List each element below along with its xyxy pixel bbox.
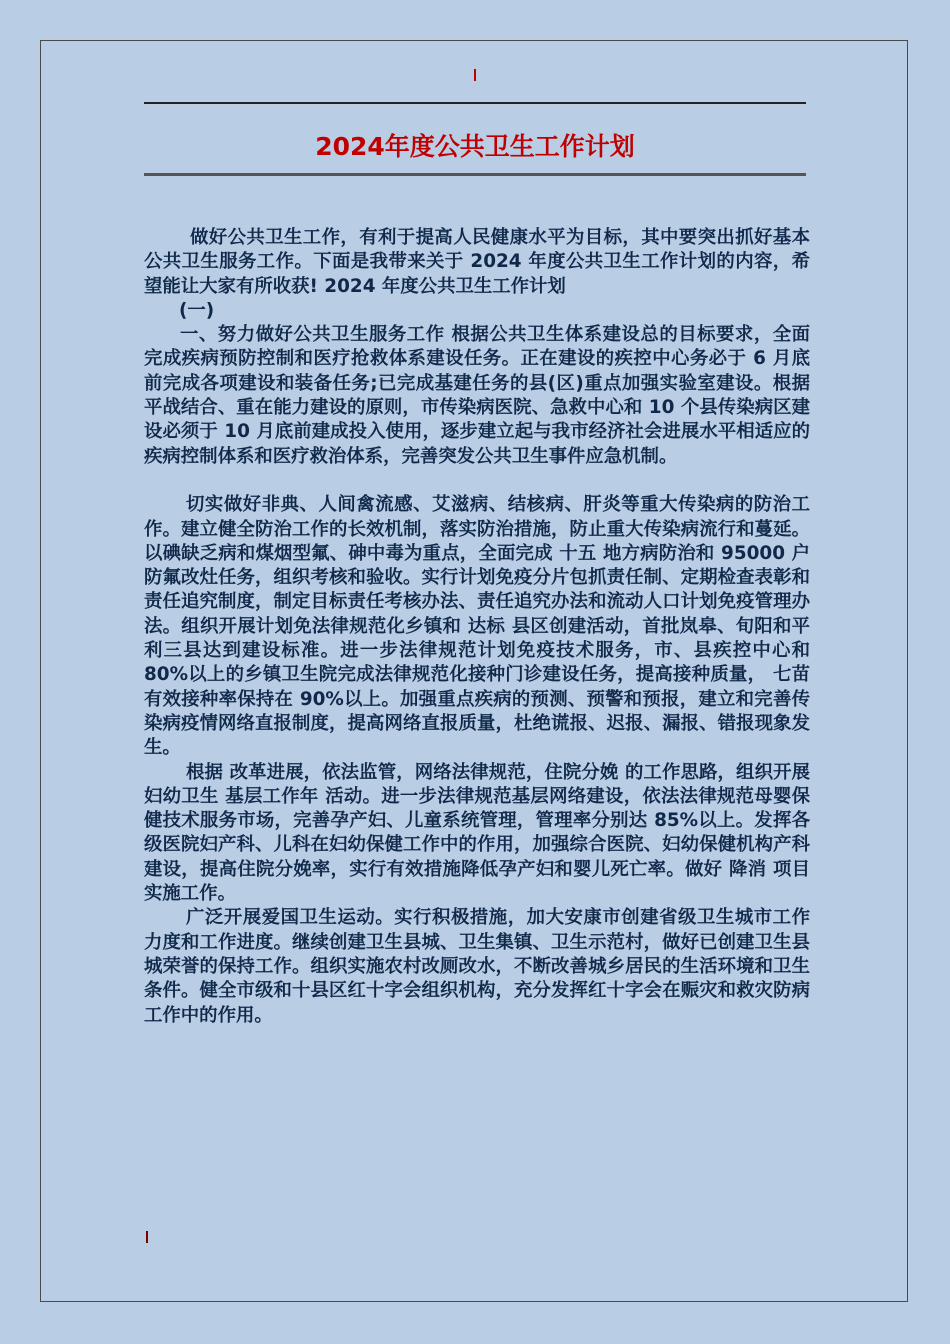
header-rule — [144, 102, 806, 104]
paragraph-section-marker: (一) — [179, 299, 215, 321]
title-rule — [144, 173, 806, 176]
paragraph-public-health-service: 一、努力做好公共卫生服务工作 根据公共卫生体系建设总的目标要求，全面完成疾病预防控制和医疗抢救体系建设任务。正在建设的疾控中心务必于 6 月底前完成各项建设和装备任务;已完成基建任务的县(区)重点加强实验室建设。根据平战结合、重在能力建设的原则，市传染病医院、急救中心和 10 个县传染病区建设必须于 10 月底前建成投入使用，逐步建立起与我市经济社会进展水平相适应的疾病控制体系和医疗救治体系，完善突发公共卫生事件应急机制。 — [144, 324, 810, 467]
document-title: 2024年度公共卫生工作计划 — [315, 132, 635, 161]
paragraph-maternal-child: 根据 改革进展，依法监管，网络法律规范，住院分娩 的工作思路，组织开展妇幼卫生 基层工作年 活动。进一步法律规范基层网络建设，依法法律规范母婴保健技术服务市场，完善孕产妇、儿童系统管理，管理率分别达 85%以上。发挥各级医院妇产科、儿科在妇幼保健工作中的作用，加强综合医院、妇幼保健机构产科建设，提高住院分娩率，实行有效措施降低孕产妇和婴儿死亡率。做好 降消 项目实施工作。 — [144, 761, 810, 905]
paragraph-patriotic-health: 广泛开展爱国卫生运动。实行积极措施，加大安康市创建省级卫生城市工作力度和工作进度。继续创建卫生县城、卫生集镇、卫生示范村，做好已创建卫生县城荣誉的保持工作。组织实施农村改厕改水，不断改善城乡居民的生活环境和卫生条件。健全市级和十县区红十字会组织机构，充分发挥红十字会在赈灾和救灾防病工作中的作用。 — [144, 907, 810, 1026]
footer-mark — [146, 1231, 148, 1243]
header-mark — [474, 69, 476, 81]
paragraph-intro: 做好公共卫生工作，有利于提高人民健康水平为目标，其中要突出抓好基本公共卫生服务工作。下面是我带来关于 2024 年度公共卫生工作计划的内容，希望能让大家有所收获! 2024 年度公共卫生工作计划 — [144, 227, 810, 297]
document-body — [144, 226, 810, 1028]
paragraph-infectious-disease: 切实做好非典、人间禽流感、艾滋病、结核病、肝炎等重大传染病的防治工作。建立健全防治工作的长效机制，落实防治措施，防止重大传染病流行和蔓延。以碘缺乏病和煤烟型氟、砷中毒为重点，全面完成 十五 地方病防治和 95000 户防氟改灶任务，组织考核和验收。实行计划免疫分片包抓责任制、定期检查表彰和责任追究制度，制定目标责任考核办法、责任追究办法和流动人口计划免疫管理办法。组织开展计划免法律规范化乡镇和 达标 县区创建活动，首批岚皋、旬阳和平利三县达到建设标准。进一步法律规范计划免疫技术服务，市、县疾控中心和 80%以上的乡镇卫生院完成法律规范化接种门诊建设任务，提高接种质量， 七苗 有效接种率保持在 90%以上。加强重点疾病的预测、预警和预报，建立和完善传染病疫情网络直报制度，提高网络直报质量，杜绝谎报、迟报、漏报、错报现象发生。 — [144, 494, 810, 759]
